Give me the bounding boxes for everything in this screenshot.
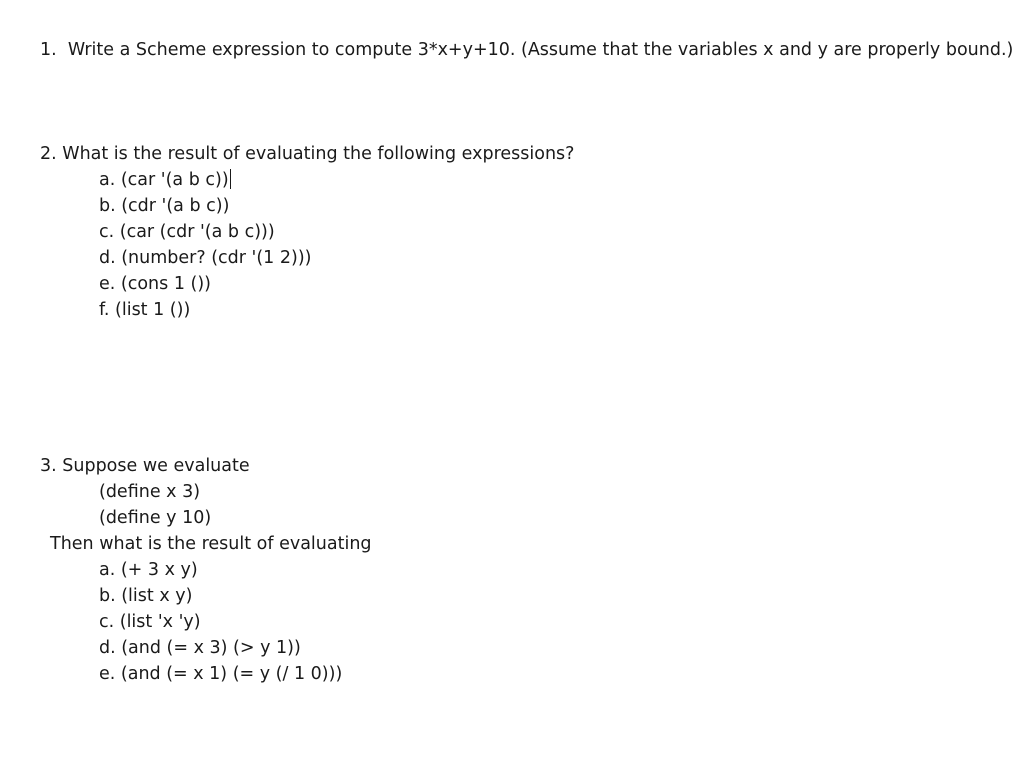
- question-3-item-c: c. (list 'x 'y): [99, 612, 201, 632]
- question-3-prompt: 3. Suppose we evaluate: [40, 456, 250, 476]
- question-3-item-a: a. (+ 3 x y): [99, 560, 198, 580]
- question-3-item-d: d. (and (= x 3) (> y 1)): [99, 638, 301, 658]
- question-2-item-a: a. (car '(a b c)): [99, 170, 229, 190]
- question-2-item-b: b. (cdr '(a b c)): [99, 196, 230, 216]
- question-3-item-b: b. (list x y): [99, 586, 193, 606]
- text-cursor: [230, 169, 231, 189]
- question-2-item-c: c. (car (cdr '(a b c))): [99, 222, 275, 242]
- question-3-item-e: e. (and (= x 1) (= y (/ 1 0))): [99, 664, 343, 684]
- question-3-define-y: (define y 10): [99, 508, 212, 528]
- question-3-then: Then what is the result of evaluating: [50, 534, 372, 554]
- question-2-prompt: 2. What is the result of evaluating the following expressions?: [40, 144, 575, 164]
- question-2-item-f: f. (list 1 ()): [99, 300, 191, 320]
- question-2-item-e: e. (cons 1 ()): [99, 274, 211, 294]
- question-1: 1. Write a Scheme expression to compute 3*x+y+10. (Assume that the variables x and y are properly bound.): [40, 40, 1014, 60]
- question-3-define-x: (define x 3): [99, 482, 201, 502]
- question-2-item-d: d. (number? (cdr '(1 2))): [99, 248, 312, 268]
